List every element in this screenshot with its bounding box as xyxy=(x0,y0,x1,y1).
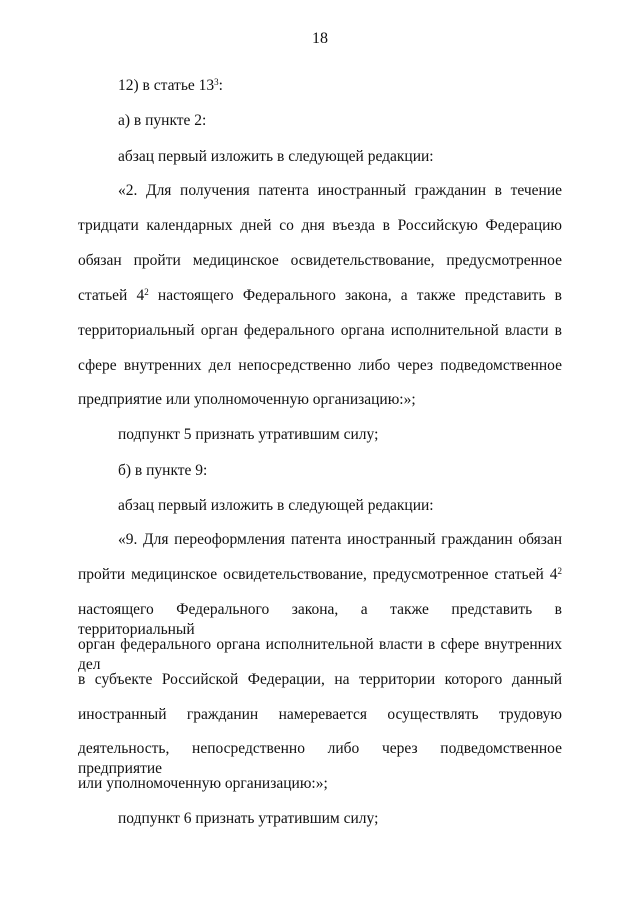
quoted-paragraph-2-line-5: территориальный орган федерального органа исполнительной власти в xyxy=(78,322,562,339)
quoted-paragraph-9-line-7: деятельность, непосредственно либо через подведомственное предприятие xyxy=(78,740,562,777)
quoted-paragraph-9-line-5: в субъекте Российской Федерации, на территории которого данный xyxy=(78,671,562,688)
subitem-a: а) в пункте 2: xyxy=(118,112,207,129)
quoted-paragraph-9-line-3: настоящего Федерального закона, а также представить в территориальный xyxy=(78,601,562,638)
quoted-paragraph-9-line-6: иностранный гражданин намеревается осуществлять трудовую xyxy=(78,706,562,723)
quoted-paragraph-2-line-1: «2. Для получения патента иностранный гражданин в течение xyxy=(118,182,562,199)
colon: : xyxy=(218,77,223,94)
subclause-6-repeal: подпункт 6 признать утратившим силу; xyxy=(118,810,379,827)
quoted-paragraph-9-line-4: орган федерального органа исполнительной власти в сфере внутренних дел xyxy=(78,636,562,673)
superscript: 2 xyxy=(144,287,149,297)
quoted-paragraph-9-line-8: или уполномоченную организацию:»; xyxy=(78,775,328,792)
quoted-paragraph-2-line-7: предприятие или уполномоченную организацию:»; xyxy=(78,391,416,408)
article-ref-text: пройти медицинское освидетельствование, предусмотренное статьей 4 xyxy=(78,566,558,583)
amendment-item-12 xyxy=(118,76,223,96)
amendment-item-12-text: 12) в статье 13 xyxy=(118,77,215,94)
subclause-5-repeal: подпункт 5 признать утратившим силу; xyxy=(118,426,379,443)
quoted-paragraph-2-line-4 xyxy=(78,286,562,306)
article-ref-continuation: настоящего Федерального закона, а также представить в xyxy=(148,287,562,304)
page-number: 18 xyxy=(312,30,328,47)
article-ref-text: статьей 4 xyxy=(78,287,145,304)
superscript: 2 xyxy=(557,566,562,576)
paragraph-instruction-1: абзац первый изложить в следующей редакции: xyxy=(118,148,434,165)
paragraph-instruction-2: абзац первый изложить в следующей редакции: xyxy=(118,497,434,514)
superscript: 3 xyxy=(214,77,219,87)
quoted-paragraph-9-line-1: «9. Для переоформления патента иностранный гражданин обязан xyxy=(118,531,562,548)
quoted-paragraph-2-line-3: обязан пройти медицинское освидетельствование, предусмотренное xyxy=(78,252,562,269)
subitem-b: б) в пункте 9: xyxy=(118,462,208,479)
quoted-paragraph-9-line-2 xyxy=(78,565,562,585)
quoted-paragraph-2-line-6: сфере внутренних дел непосредственно либо через подведомственное xyxy=(78,357,562,374)
quoted-paragraph-2-line-2: тридцати календарных дней со дня въезда в Российскую Федерацию xyxy=(78,217,562,234)
